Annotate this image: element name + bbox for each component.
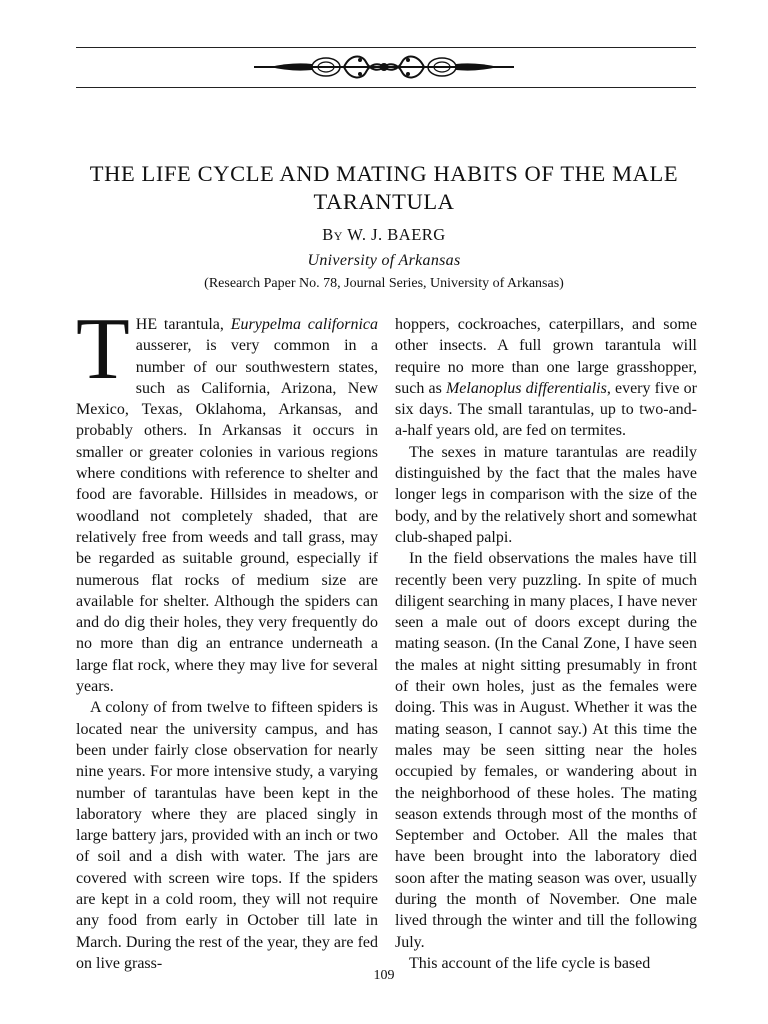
author-line: [0, 225, 768, 245]
paragraph: In the field observations the males have till recently been very puzzling. In spite of much diligent searching in many places, I have never seen a male out of doors except during the mating season. (In the Canal Zone, I have seen the males at night sitting presumably in front of their own holes, just as the females were doing. This was in August. Whether it was the mating season, I cannot say.) At this time the males may be seen sitting near the holes occupied by females, or wandering about in the neighborhood of these holes. The mating season extends through most of the months of September and October. All the males that have been brought into the laboratory died soon after the mating season was over, usually during the month of November. One male lived through the winter and till the following July.: [395, 550, 697, 951]
paragraph: This account of the life cycle is based: [409, 954, 651, 972]
author-name: W. J. BAERG: [347, 225, 446, 244]
author-prefix: By: [322, 225, 343, 244]
paragraph: The sexes in mature tarantulas are readily distinguished by the fact that the males have longer legs in comparison with the size of the body, and by the relatively short and somewhat club-shaped palpi.: [395, 443, 697, 546]
text-run: ausserer, is very common in a number of our southwestern states, such as California, Arizona, New Mexico, Texas, Oklahoma, Arkansas, and probably others. In Arkansas it occurs in smaller or greater colonies in various regions where conditions with reference to shelter and food are favorable. Hillsides in meadows, or woodland not completely shaded, that are relatively free from weeds and tall grass, may be regarded as suitable ground, especially if numerous flat rocks of medium size are available for shelter. Although the spiders can and do dig their holes, they very frequently do no more than dig an entrance underneath a large flat rock, where they may live for several years.: [76, 337, 378, 696]
species-name: Eurypelma californica: [230, 316, 379, 333]
header-rule-bottom: [76, 87, 696, 88]
page-number: 109: [373, 968, 395, 983]
paragraph: [395, 314, 697, 442]
lead-word: HE: [135, 316, 158, 333]
species-name: Melanoplus differentialis: [445, 379, 607, 397]
text-run: tarantula,: [157, 316, 231, 333]
drop-cap: T: [76, 301, 130, 398]
paragraph: [76, 301, 379, 697]
series-note: (Research Paper No. 78, Journal Series, University of Arkansas): [204, 276, 564, 291]
header-rule-top: [76, 47, 696, 48]
text-run: , every five or six days. The small tarantulas, up to two-and-a-half years old, are fed on termites.: [395, 379, 698, 440]
ornament-icon: [252, 50, 516, 84]
column-left: [76, 301, 379, 974]
text-run: hoppers, cockroaches, caterpillars, and some other insects. A full grown tarantula will require no more than one large grasshopper, such as: [395, 316, 697, 397]
paragraph: A colony of from twelve to fifteen spiders is located near the university campus, and has been under fairly close observation for nearly nine years. For more intensive study, a varying number of tarantulas have been kept in the laboratory where they are placed singly in large battery jars, provided with an inch or two of soil and a dish with water. The jars are covered with screen wire tops. If the spiders are kept in a cold room, they will not require any food from early in October till late in March. During the rest of the year, they are fed on live grass-: [76, 699, 378, 972]
author-affiliation: University of Arkansas: [307, 252, 461, 269]
column-right: [395, 314, 697, 974]
article-title: THE LIFE CYCLE AND MATING HABITS OF THE MALE TARANTULA: [89, 161, 679, 214]
